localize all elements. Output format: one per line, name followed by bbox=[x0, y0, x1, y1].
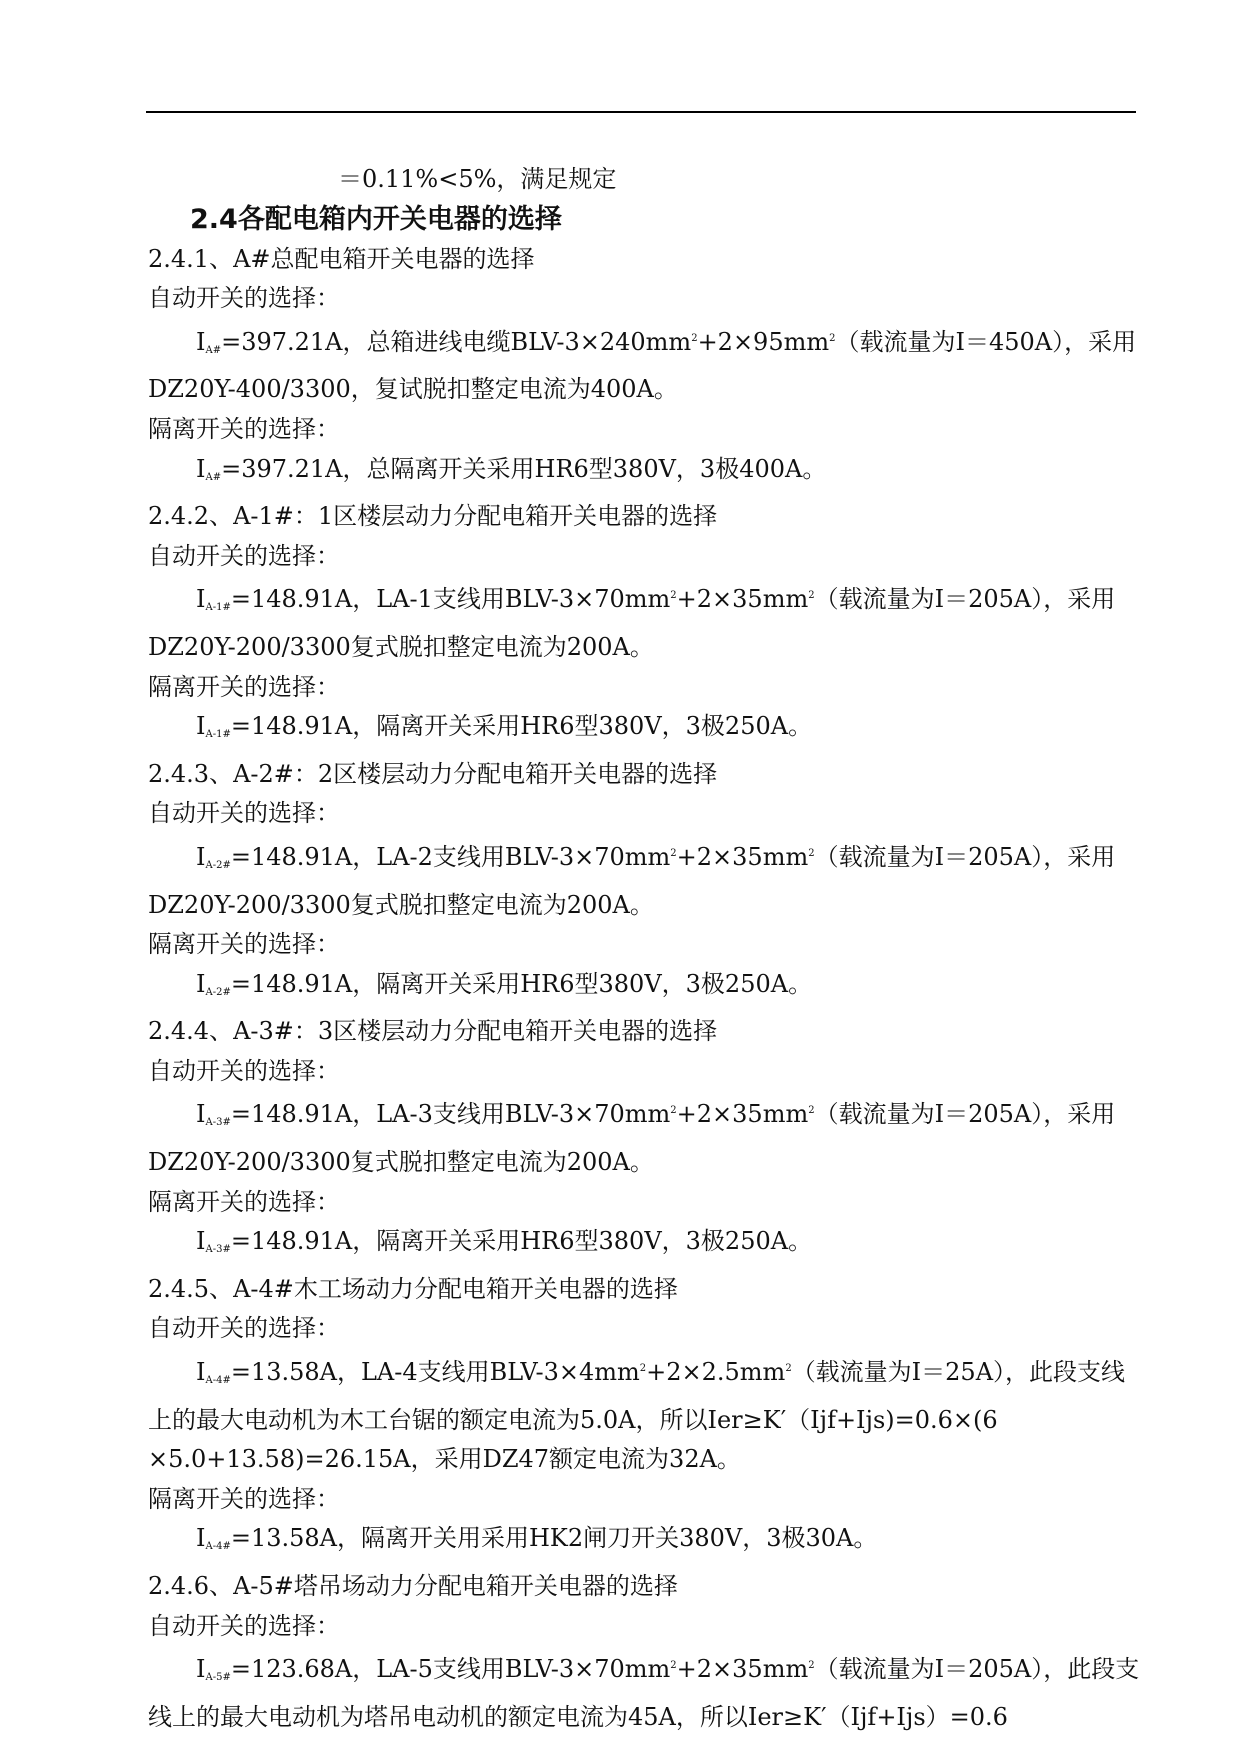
auto-switch-label: 自动开关的选择： bbox=[148, 541, 340, 570]
auto-switch-text bbox=[148, 1349, 1136, 1401]
auto-text-a: =13.58A，LA-4支线用BLV-3×4mm bbox=[230, 1358, 640, 1387]
square-sup: 2 bbox=[808, 1105, 815, 1117]
auto-switch-cont: ×5.0+13.58)=26.15A，采用DZ47额定电流为32A。 bbox=[148, 1445, 741, 1474]
result-line: ＝0.11%<5%，满足规定 bbox=[338, 165, 617, 193]
current-subscript: A-4# bbox=[205, 1541, 231, 1553]
current-symbol: I bbox=[196, 842, 206, 871]
auto-switch-cont: 上的最大电动机为木工台锯的额定电流为5.0A，所以Ier≥K′（Ijf+Ijs)=0.6×(6 bbox=[148, 1405, 998, 1434]
current-symbol: I bbox=[196, 327, 206, 356]
auto-text-c: （载流量为I＝205A），采用 bbox=[814, 585, 1116, 614]
iso-switch-text bbox=[148, 1222, 1136, 1270]
auto-switch-text bbox=[148, 1646, 1140, 1698]
current-symbol: I bbox=[196, 1524, 206, 1553]
auto-switch-text bbox=[148, 1091, 1136, 1143]
square-sup: 2 bbox=[829, 332, 836, 344]
auto-text-b: +2×2.5mm bbox=[646, 1358, 786, 1387]
current-subscript: A-5# bbox=[205, 1672, 231, 1684]
square-sup: 2 bbox=[670, 1660, 677, 1672]
auto-text-a: =148.91A，LA-3支线用BLV-3×70mm bbox=[230, 1100, 671, 1129]
section-2-4-5 bbox=[148, 1270, 1136, 1567]
current-subscript: A# bbox=[205, 344, 222, 356]
section-2-4-1 bbox=[148, 240, 1136, 498]
auto-text-b: +2×95mm bbox=[697, 327, 830, 356]
current-subscript: A-3# bbox=[205, 1117, 231, 1129]
current-symbol: I bbox=[196, 1100, 206, 1129]
iso-text: =148.91A，隔离开关采用HR6型380V，3极250A。 bbox=[230, 969, 813, 998]
square-sup: 2 bbox=[785, 1363, 792, 1375]
section-title: 2.4.3、A-2#：2区楼层动力分配电箱开关电器的选择 bbox=[148, 759, 718, 788]
auto-switch-label: 自动开关的选择： bbox=[148, 799, 340, 828]
iso-switch-label: 隔离开关的选择： bbox=[148, 1187, 340, 1216]
current-subscript: A-2# bbox=[205, 859, 231, 871]
auto-switch-cont: DZ20Y-200/3300复式脱扣整定电流为200A。 bbox=[148, 1148, 654, 1177]
iso-switch-label: 隔离开关的选择： bbox=[148, 672, 340, 701]
section-title: 2.4.1、A#总配电箱开关电器的选择 bbox=[148, 244, 535, 273]
section-title: 2.4.5、A-4#木工场动力分配电箱开关电器的选择 bbox=[148, 1274, 678, 1303]
auto-switch-cont: DZ20Y-400/3300，复试脱扣整定电流为400A。 bbox=[148, 375, 678, 404]
current-symbol: I bbox=[196, 969, 206, 998]
auto-text-a: =123.68A，LA-5支线用BLV-3×70mm bbox=[230, 1655, 671, 1684]
section-2-4-2 bbox=[148, 497, 1136, 755]
iso-switch-text bbox=[148, 707, 1136, 755]
auto-switch-cont: DZ20Y-200/3300复式脱扣整定电流为200A。 bbox=[148, 632, 654, 661]
auto-switch-label: 自动开关的选择： bbox=[148, 284, 340, 313]
square-sup: 2 bbox=[670, 1105, 677, 1117]
auto-switch-text bbox=[148, 576, 1136, 628]
current-subscript: A# bbox=[205, 471, 222, 483]
current-symbol: I bbox=[196, 712, 206, 741]
header-rule bbox=[146, 111, 1136, 113]
square-sup: 2 bbox=[808, 590, 815, 602]
section-title: 2.4.6、A-5#塔吊场动力分配电箱开关电器的选择 bbox=[148, 1572, 678, 1600]
iso-switch-label: 隔离开关的选择： bbox=[148, 414, 340, 443]
section-2-4-3 bbox=[148, 755, 1136, 1013]
iso-text: =13.58A，隔离开关用采用HK2闸刀开关380V，3极30A。 bbox=[230, 1524, 878, 1553]
section-title: 2.4.4、A-3#：3区楼层动力分配电箱开关电器的选择 bbox=[148, 1017, 718, 1046]
current-symbol: I bbox=[196, 1227, 206, 1256]
auto-text-a: =397.21A，总箱进线电缆BLV-3×240mm bbox=[221, 327, 692, 356]
square-sup: 2 bbox=[691, 332, 698, 344]
current-symbol: I bbox=[196, 454, 206, 483]
iso-switch-text bbox=[148, 1519, 1136, 1567]
square-sup: 2 bbox=[808, 847, 815, 859]
square-sup: 2 bbox=[808, 1660, 815, 1672]
iso-text: =397.21A，总隔离开关采用HR6型380V，3极400A。 bbox=[221, 454, 827, 483]
current-symbol: I bbox=[196, 1655, 206, 1684]
current-symbol: I bbox=[196, 585, 206, 614]
square-sup: 2 bbox=[639, 1363, 647, 1375]
current-subscript: A-1# bbox=[205, 729, 231, 741]
current-subscript: A-3# bbox=[205, 1244, 231, 1256]
current-subscript: A-4# bbox=[205, 1375, 231, 1387]
iso-text: =148.91A，隔离开关采用HR6型380V，3极250A。 bbox=[230, 712, 813, 741]
iso-switch-text bbox=[148, 965, 1136, 1013]
auto-switch-label: 自动开关的选择： bbox=[148, 1611, 340, 1640]
square-sup: 2 bbox=[670, 847, 677, 859]
auto-text-a: =148.91A，LA-1支线用BLV-3×70mm bbox=[230, 585, 671, 614]
current-symbol: I bbox=[196, 1358, 206, 1387]
iso-switch-text bbox=[148, 450, 1136, 498]
auto-text-b: +2×35mm bbox=[676, 1655, 809, 1684]
auto-switch-label: 自动开关的选择： bbox=[148, 1314, 340, 1343]
auto-text-b: +2×35mm bbox=[676, 1100, 809, 1129]
auto-text-c: （载流量为I＝205A），采用 bbox=[814, 842, 1116, 871]
auto-text-c: （载流量为I＝450A），采用 bbox=[835, 327, 1137, 356]
section-2-4-4 bbox=[148, 1012, 1136, 1270]
auto-switch-text bbox=[148, 319, 1136, 371]
iso-switch-label: 隔离开关的选择： bbox=[148, 1484, 340, 1513]
auto-text-b: +2×35mm bbox=[676, 842, 809, 871]
auto-switch-cont: 线上的最大电动机为塔吊电动机的额定电流为45A，所以Ier≥K′（Ijf+Ijs）=0.6 bbox=[148, 1702, 1008, 1731]
auto-text-c: （载流量为I＝205A），此段支 bbox=[814, 1655, 1140, 1684]
auto-text-a: =148.91A，LA-2支线用BLV-3×70mm bbox=[230, 842, 671, 871]
section-2-4-6 bbox=[148, 1567, 1140, 1737]
auto-text-c: （载流量为I＝205A），采用 bbox=[814, 1100, 1116, 1129]
square-sup: 2 bbox=[670, 590, 677, 602]
auto-switch-cont: DZ20Y-200/3300复式脱扣整定电流为200A。 bbox=[148, 890, 654, 919]
auto-switch-label: 自动开关的选择： bbox=[148, 1056, 340, 1085]
auto-switch-text bbox=[148, 834, 1136, 886]
auto-text-c: （载流量为I＝25A），此段支线 bbox=[791, 1358, 1126, 1387]
iso-text: =148.91A，隔离开关采用HR6型380V，3极250A。 bbox=[230, 1227, 813, 1256]
section-title: 2.4.2、A-1#：1区楼层动力分配电箱开关电器的选择 bbox=[148, 502, 718, 531]
iso-switch-label: 隔离开关的选择： bbox=[148, 930, 340, 959]
document-body bbox=[148, 160, 1140, 1737]
auto-text-b: +2×35mm bbox=[676, 585, 809, 614]
current-subscript: A-1# bbox=[205, 602, 231, 614]
current-subscript: A-2# bbox=[205, 986, 231, 998]
section-heading: 2.4各配电箱内开关电器的选择 bbox=[190, 203, 562, 235]
